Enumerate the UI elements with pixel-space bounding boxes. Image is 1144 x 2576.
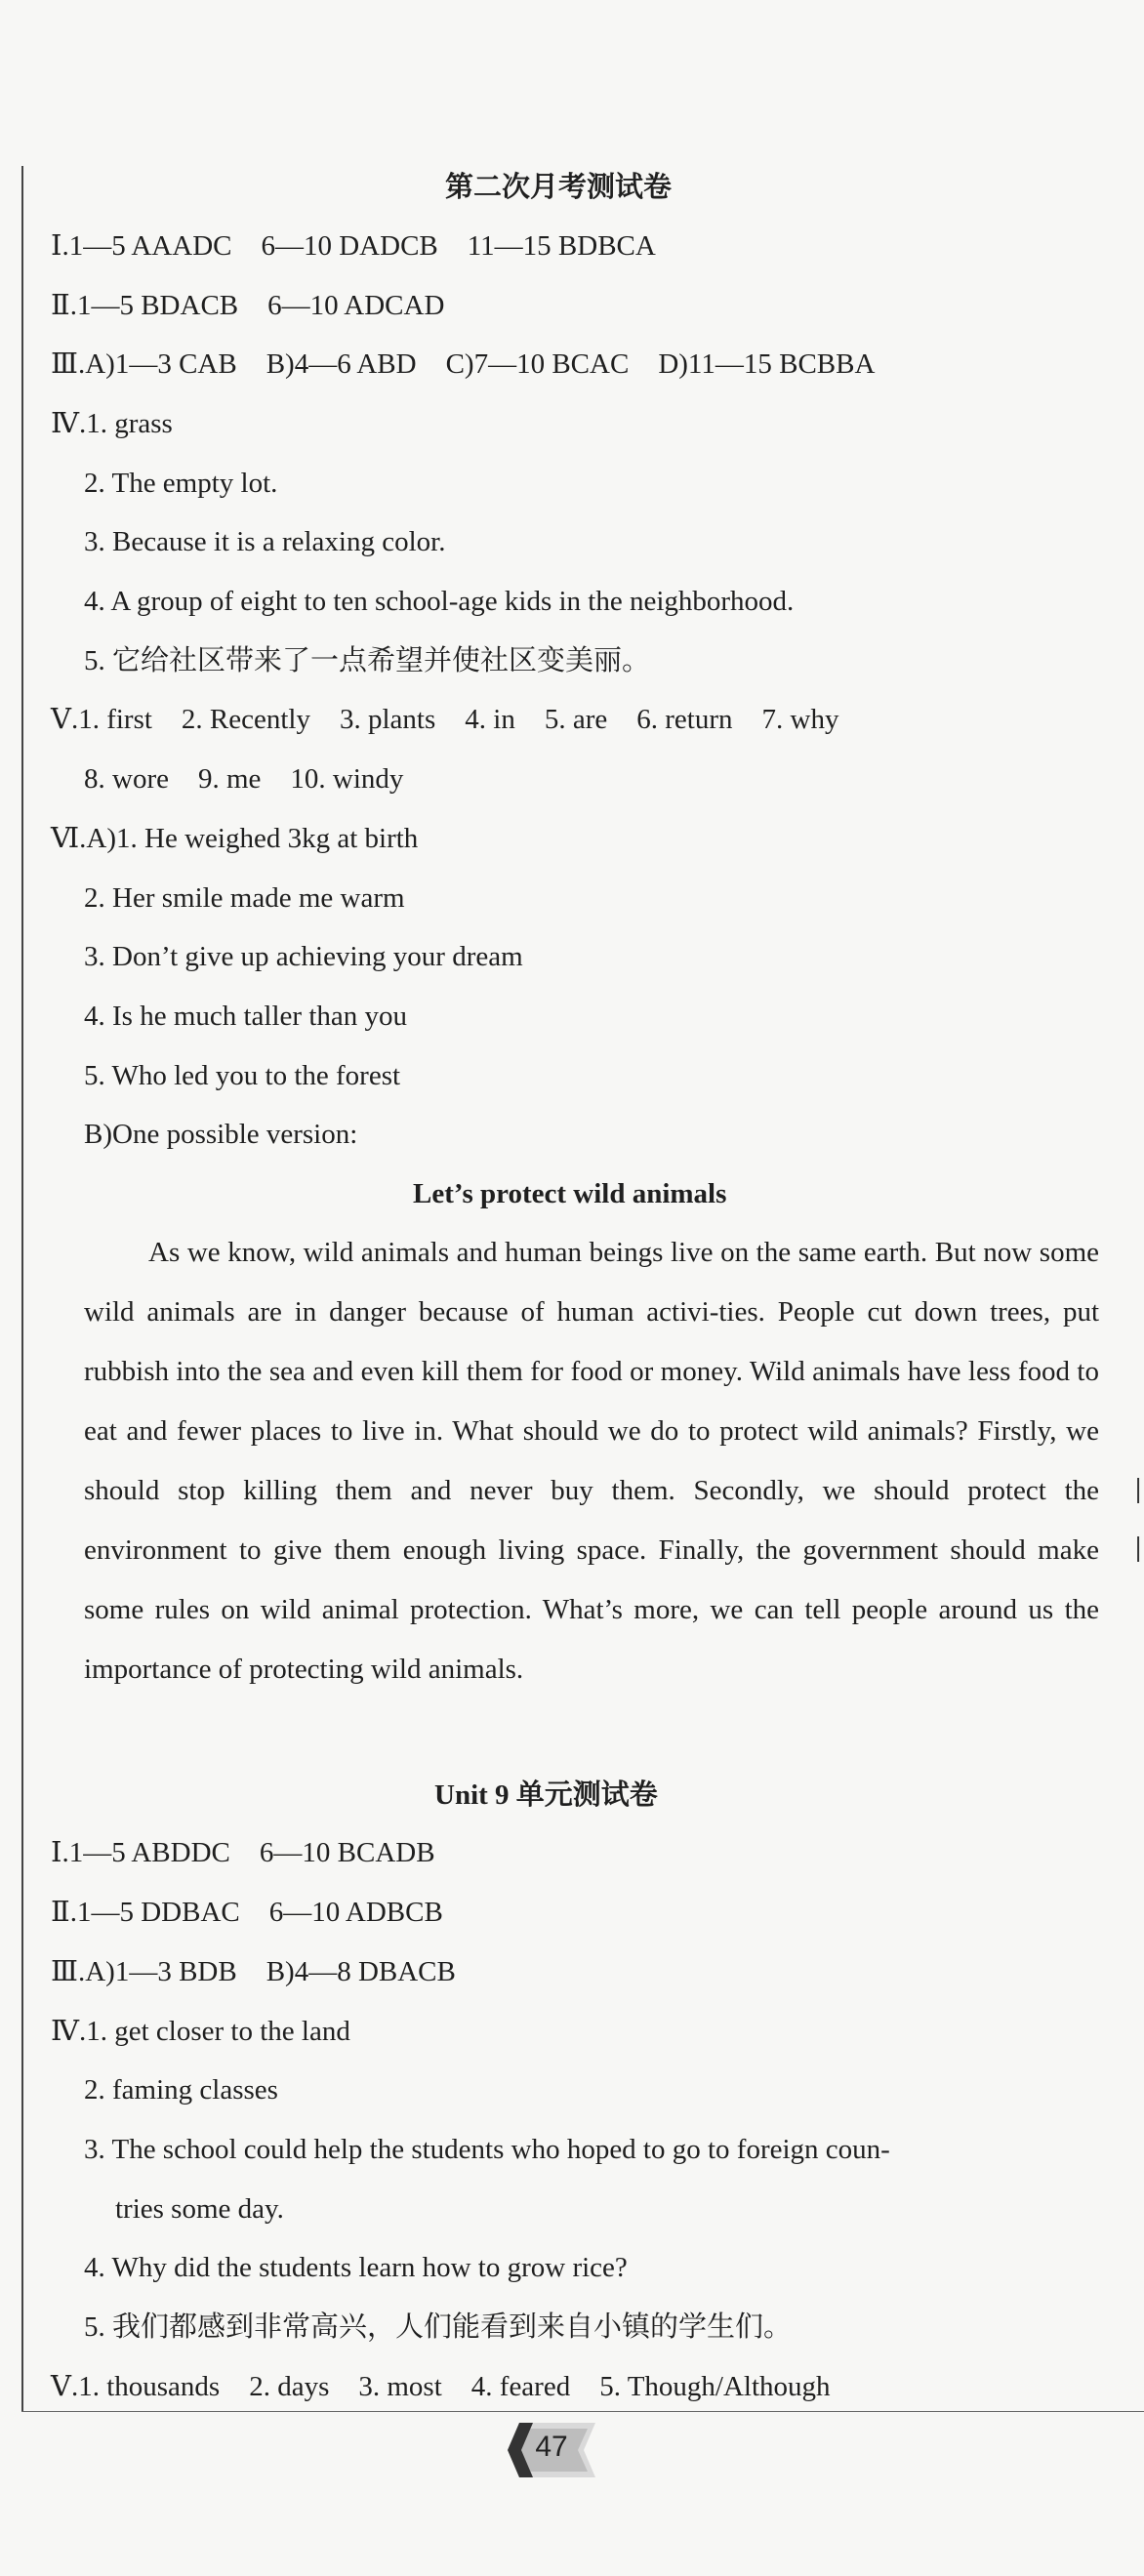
answer-group: 6—10 BCADB [259,1837,435,1868]
answer-item: tries some day. [115,2193,284,2225]
answer-item: 1. thousands [78,2371,221,2402]
answer-item: 5. 我们都感到非常高兴，人们能看到来自小镇的学生们。 [84,2311,793,2343]
answer-item: 4. Is he much taller than you [84,1001,407,1032]
answer-item: 1. grass [86,408,173,439]
section-label: Ⅲ. [51,1956,86,1987]
unit9-title: Unit 9 单元测试卷 [434,1779,658,1811]
exam2-section-5-row2 [84,759,403,798]
section-label: Ⅳ. [51,2016,87,2047]
page-number: 47 [535,2431,568,2463]
answer-item: 4. in [465,704,515,735]
exam2-section-5 [51,700,838,739]
answer-item: 4. A group of eight to ten school-age kids in the neighborhood. [84,586,795,617]
page-number-badge [508,2423,595,2477]
part-label: A) [86,823,117,854]
answer-item: 5. Who led you to the forest [84,1060,401,1091]
section-label: Ⅱ. [51,290,77,321]
left-margin-rule [21,166,23,2411]
answer-item: 6. return [636,704,733,735]
answer-group: 1—5 AAADC [68,230,232,262]
answer-group: 1—5 BDACB [76,290,239,321]
answer-group: 6—10 ADCAD [267,290,445,321]
section-label: Ⅴ. [51,704,79,735]
answer-item: 2. Recently [181,704,310,735]
answer-item: 2. Her smile made me warm [84,882,405,914]
unit9-section-4 [51,2012,350,2051]
section-label: Ⅰ. [51,1837,69,1868]
footer-rule [21,2411,1144,2412]
answer-group: D)11—15 BCBBA [658,348,876,380]
essay-body: As we know, wild animals and human beings live on the same earth. But now some wild animals are in danger because of human activi-ties. People cut down trees, put rubbish into the sea and even kill them for food or money. Wild animals have less food to eat and fewer places to live in. What should we do to protect wild animals? Firstly, we should stop killing them and never buy them. Secondly, we should protect the environment to give them enough living space. Finally, the government should make some rules on wild animal protection. What’s more, we can tell people around us the importance of protecting wild animals. [84,1237,1099,1685]
essay-title: Let’s protect wild animals [413,1178,727,1209]
answer-item: 3. most [358,2371,442,2402]
exam2-title: 第二次月考测试卷 [445,172,673,203]
adjacent-page-edge-mark: | [1135,1474,1142,1504]
answer-item: 5. 它给社区带来了一点希望并使社区变美丽。 [84,645,651,676]
answer-group: 6—10 DADCB [261,230,438,262]
answer-item: 3. The school could help the students who hoped to go to foreign coun- [84,2134,890,2165]
unit9-section-5 [51,2367,831,2406]
unit9-section-3 [51,1952,456,1991]
section-label: Ⅵ. [51,823,87,854]
unit9-section-1 [51,1833,435,1872]
adjacent-page-edge-mark: | [1135,1533,1142,1563]
answer-item: 1. He weighed 3kg at birth [116,823,419,854]
answer-item: 8. wore [84,763,169,795]
answer-item: 3. Don’t give up achieving your dream [84,941,523,972]
answer-group: 1—5 DDBAC [76,1897,240,1928]
exam2-section-4 [51,404,173,443]
answer-item: 2. faming classes [84,2074,278,2106]
answer-group: 11—15 BDBCA [467,230,656,262]
answer-item: 7. why [761,704,839,735]
answer-item: 10. windy [290,763,404,795]
section-label: Ⅲ. [51,348,86,380]
answer-item: 9. me [197,763,262,795]
answer-group: 6—10 ADBCB [268,1897,443,1928]
answer-group: 1—5 ABDDC [68,1837,230,1868]
answer-group: A)1—3 BDB [85,1956,237,1987]
unit9-section-2 [51,1893,443,1932]
answer-item: 2. days [249,2371,330,2402]
exam2-section-1 [51,226,656,266]
answer-group: B)4—8 DBACB [266,1956,456,1987]
section-label: Ⅱ. [51,1897,77,1928]
answer-item: 2. The empty lot. [84,468,278,499]
answer-item: 5. are [544,704,608,735]
answer-item: 1. get closer to the land [86,2016,350,2047]
answer-group: C)7—10 BCAC [445,348,630,380]
answer-group: B)4—6 ABD [266,348,417,380]
answer-group: A)1—3 CAB [85,348,237,380]
exam2-section-6 [51,819,418,858]
answer-item: 1. first [78,704,152,735]
answer-item: 4. Why did the students learn how to grow rice? [84,2252,628,2283]
answer-item: 3. Because it is a relaxing color. [84,526,446,557]
section-label: Ⅴ. [51,2371,79,2402]
section-label: Ⅳ. [51,408,87,439]
answer-item: 4. feared [470,2371,571,2402]
part-b-intro: B)One possible version: [84,1119,358,1150]
section-label: Ⅰ. [51,230,69,262]
answer-item: 3. plants [340,704,436,735]
answer-item: 5. Though/Although [599,2371,831,2402]
exam2-section-2 [51,286,444,325]
exam2-section-3 [51,345,875,384]
